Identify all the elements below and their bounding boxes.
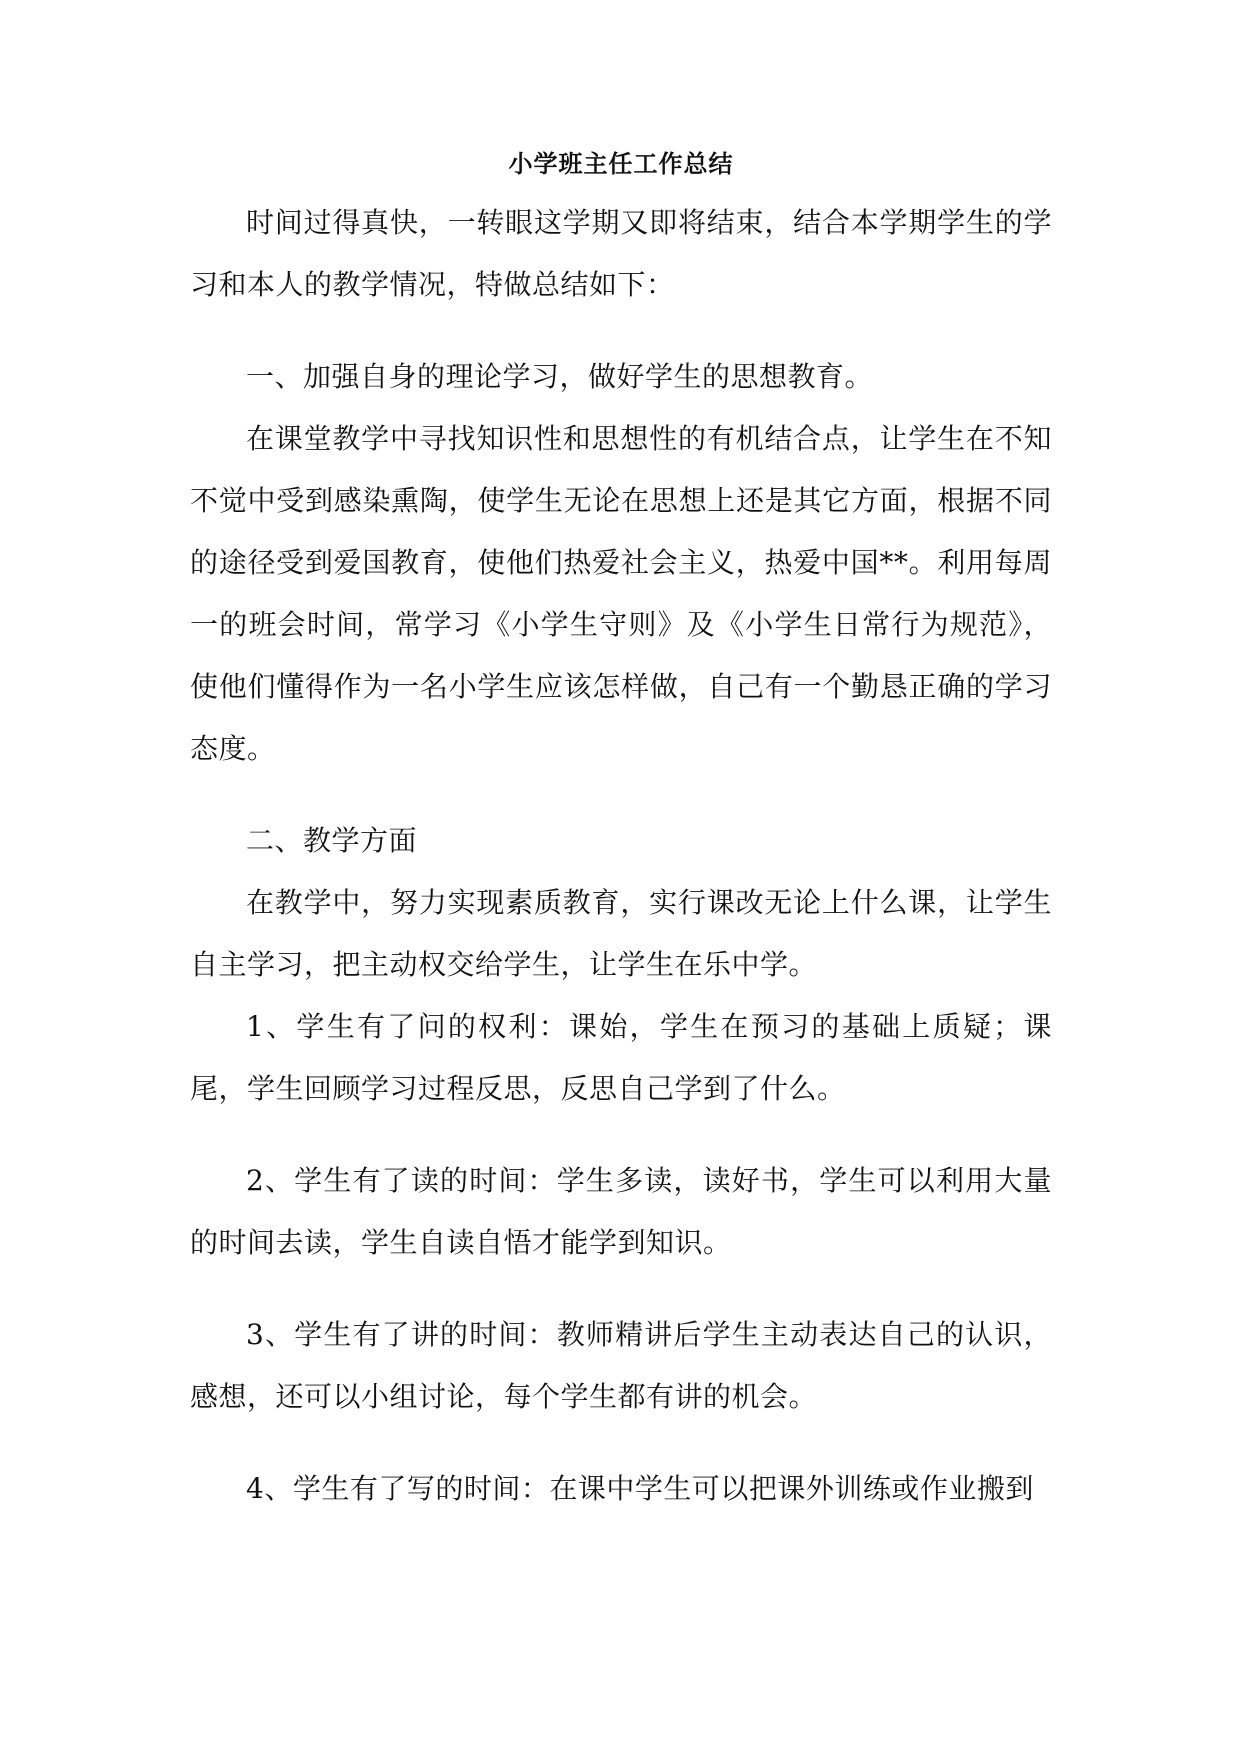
list-item-1: 1、学生有了问的权利：课始，学生在预习的基础上质疑；课尾，学生回顾学习过程反思，反思自己学到了什么。 — [190, 1010, 1052, 1105]
section-heading-2: 二、教学方面 — [246, 824, 418, 857]
document-body — [190, 144, 1052, 1520]
paragraph-spacer — [190, 780, 1052, 810]
paragraph-spacer — [190, 1274, 1052, 1304]
section-heading-1: 一、加强自身的理论学习，做好学生的思想教育。 — [246, 360, 874, 393]
paragraph-spacer — [190, 316, 1052, 346]
document-title: 小学班主任工作总结 — [508, 149, 734, 178]
paragraph-spacer — [190, 1120, 1052, 1150]
section-1-paragraph: 在课堂教学中寻找知识性和思想性的有机结合点，让学生在不知不觉中受到感染熏陶，使学生无论在思想上还是其它方面，根据不同的途径受到爱国教育，使他们热爱社会主义，热爱中国**。利用每周一的班会时间，常学习《小学生守则》及《小学生日常行为规范》，使他们懂得作为一名小学生应该怎样做，自己有一个勤恳正确的学习态度。 — [190, 422, 1052, 765]
list-item-3: 3、学生有了讲的时间：教师精讲后学生主动表达自己的认识，感想，还可以小组讨论，每个学生都有讲的机会。 — [190, 1318, 1052, 1413]
paragraph-spacer — [190, 1428, 1052, 1458]
intro-paragraph: 时间过得真快，一转眼这学期又即将结束，结合本学期学生的学习和本人的教学情况，特做总结如下： — [190, 206, 1052, 301]
list-item-4: 4、学生有了写的时间：在课中学生可以把课外训练或作业搬到 — [246, 1472, 1034, 1505]
list-item-2: 2、学生有了读的时间：学生多读，读好书，学生可以利用大量的时间去读，学生自读自悟才能学到知识。 — [190, 1164, 1052, 1259]
section-2-paragraph: 在教学中，努力实现素质教育，实行课改无论上什么课，让学生自主学习，把主动权交给学生，让学生在乐中学。 — [190, 886, 1052, 981]
